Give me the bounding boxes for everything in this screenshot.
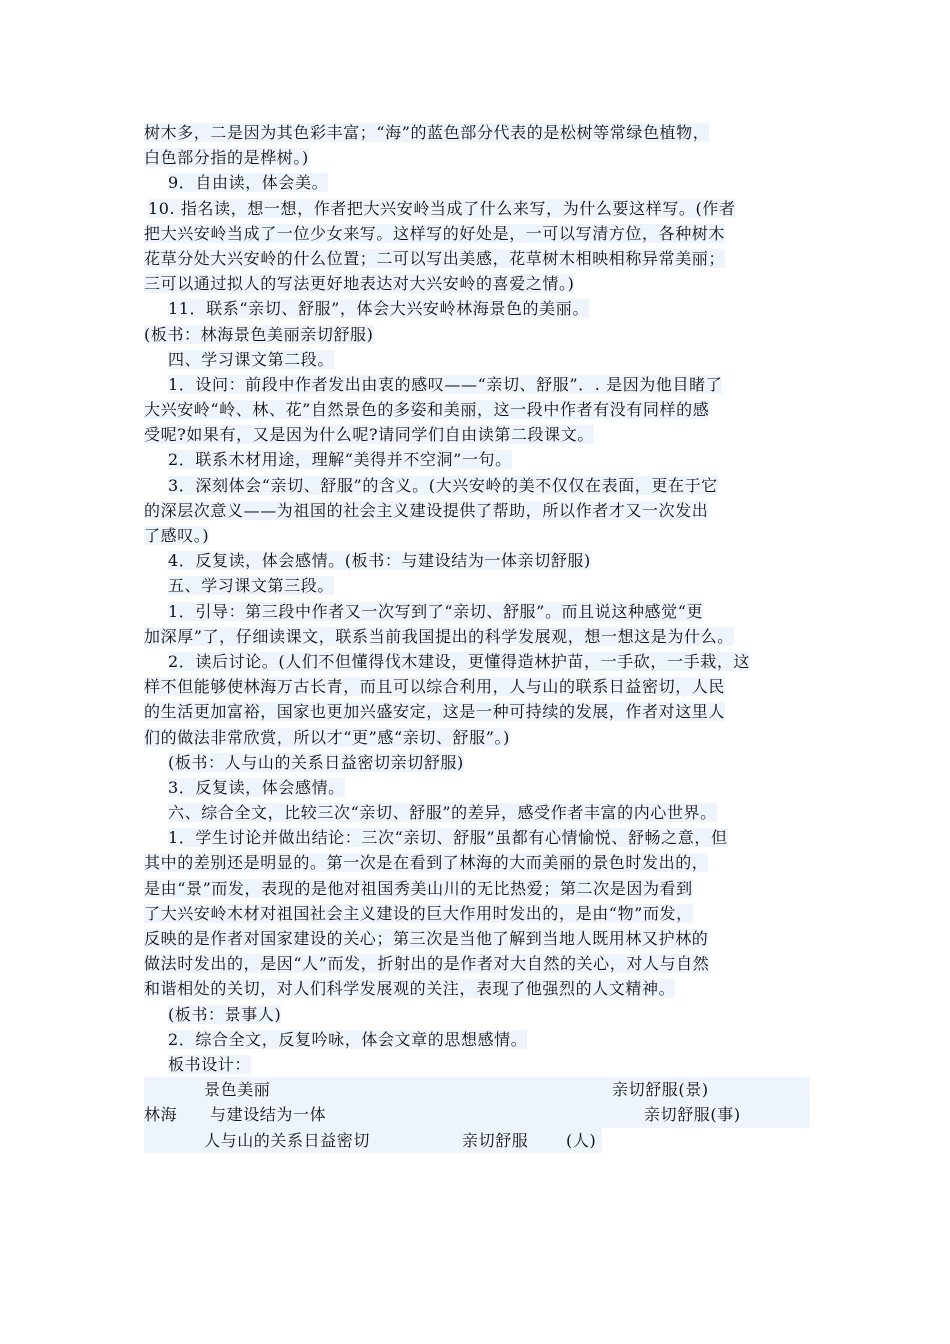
text-line [144,271,810,296]
text-line [144,120,810,145]
text-line-content: 10. 指名读，想一想，作者把大兴安岭当成了什么来写，为什么要这样写。(作者 [148,198,736,218]
text-line [144,775,810,800]
text-line-content: 和谐相处的关切，对人们科学发展观的关注，表现了他强烈的人文精神。 [144,979,676,999]
text-line-content: 反映的是作者对国家建设的关心；第三次是当他了解到当地人既用林又护林的 [144,929,709,948]
text-line [144,976,810,1001]
text-line-content: (板书：林海景色美丽亲切舒服) [144,324,374,344]
document-body [144,120,810,1077]
text-line-content: 把大兴安岭当成了一位少女来写。这样写的好处是，一可以写清方位，各种树木 [144,223,726,243]
text-line [144,951,810,976]
text-line [144,926,810,951]
text-line [144,498,810,523]
text-line-content: 们的做法非常欣赏，所以才“更”感“亲切、舒服”。) [144,727,510,747]
text-line [144,1052,810,1077]
text-line-content: (板书：人与山的关系日益密切亲切舒服) [168,752,464,772]
text-line [144,246,810,271]
text-line-content: 的深层次意义——为祖国的社会主义建设提供了帮助，所以作者才又一次发出 [144,500,709,520]
document-page [144,120,810,1153]
text-line [144,573,810,598]
text-line-content: 受呢?如果有，又是因为什么呢?请同学们自由读第二段课文。 [144,425,594,445]
text-line [144,145,810,170]
text-line [144,170,810,195]
text-line [144,221,810,246]
text-line-content: 3．深刻体会“亲切、舒服”的含义。(大兴安岭的美不仅仅在表面，更在于它 [168,475,718,495]
text-line-content: 2．读后讨论。(人们不但懂得伐木建设，更懂得造林护苗，一手砍，一手栽，这 [168,651,751,671]
board-row-3-mid: 亲切舒服 [462,1130,529,1150]
text-line [144,1002,810,1027]
text-line-content: (板书：景事人) [168,1004,282,1024]
text-line-content: 是由“景”而发，表现的是他对祖国秀美山川的无比热爱；第二次是因为看到 [144,878,693,898]
text-line-content: 3．反复读，体会感情。 [168,777,345,797]
text-line-content: 三可以通过拟人的写法更好地表达对大兴安岭的喜爱之情。) [144,274,575,294]
text-line-content: 1．引导：第三段中作者又一次写到了“亲切、舒服”。而且说这种感觉“更 [168,601,704,621]
text-line [144,397,810,422]
text-line [144,649,810,674]
text-line-content: 9．自由读，体会美。 [168,173,329,193]
text-line-content: 4．反复读，体会感情。(板书：与建设结为一体亲切舒服) [168,551,591,571]
board-row-1-left: 景色美丽 [204,1080,271,1100]
board-row-3-left: 人与山的关系日益密切 [204,1130,371,1150]
text-line-content: 2．联系木材用途，理解“美得并不空洞”一句。 [168,450,512,470]
text-line-content: 了感叹。) [144,526,210,545]
text-line-content: 样不但能够使林海万古长青，而且可以综合利用，人与山的联系日益密切，人民 [144,677,726,697]
text-line-content: 了大兴安岭木材对祖国社会主义建设的巨大作用时发出的，是由“物”而发， [144,903,693,923]
text-line-content: 板书设计： [168,1054,252,1074]
board-row-3-right: (人) [566,1130,597,1150]
text-line [144,825,810,850]
text-line [144,447,810,472]
text-line [144,674,810,699]
board-row-1-right: 亲切舒服(景) [612,1080,709,1100]
text-line-content: 树木多，二是因为其色彩丰富；“海”的蓝色部分代表的是松树等常绿色植物， [144,123,710,142]
text-line-content: 的生活更加富裕，国家也更加兴盛安定，这是一种可持续的发展，作者对这里人 [144,702,726,722]
board-row-2 [144,1102,810,1127]
text-line-content: 1．学生讨论并做出结论：三次“亲切、舒服”虽都有心情愉悦、舒畅之意，但 [168,828,728,848]
text-line-content: 四、学习课文第二段。 [168,349,335,369]
text-line [144,599,810,624]
text-line [144,699,810,724]
text-line-content: 做法时发出的，是因“人”而发，折射出的是作者对大自然的关心，对人与自然 [144,954,710,974]
board-row-1 [144,1077,810,1102]
text-line-content: 六、综合全文，比较三次“亲切、舒服”的差异，感受作者丰富的内心世界。 [168,803,717,823]
board-row-3 [144,1128,602,1153]
text-line [144,196,810,221]
text-line [144,548,810,573]
text-line [144,624,810,649]
text-line [144,725,810,750]
board-row-2-head: 林海 [144,1105,178,1125]
text-line [144,347,810,372]
text-line-content: 2．综合全文，反复吟咏，体会文章的思想感情。 [168,1029,528,1049]
text-line-content: 大兴安岭“岭、林、花”自然景色的多姿和美丽，这一段中作者有没有同样的感 [144,400,710,420]
text-line [144,372,810,397]
text-line-content: 白色部分指的是桦树。) [144,148,309,168]
text-line-content: 加深厚”了，仔细读课文，联系当前我国提出的科学发展观，想一想这是为什么。 [144,626,734,646]
board-row-2-right: 亲切舒服(事) [644,1105,741,1125]
text-line [144,800,810,825]
text-line [144,296,810,321]
text-line-content: 花草分处大兴安岭的什么位置；二可以写出美感，花草树木相映相称异常美丽； [144,248,726,268]
text-line-content: 1．设问：前段中作者发出由衷的感叹——“亲切、舒服”．. 是因为他目睹了 [168,374,723,394]
text-line [144,473,810,498]
text-line [144,523,810,548]
text-line [144,322,810,347]
text-line [144,901,810,926]
text-line [144,750,810,775]
text-line [144,1027,810,1052]
text-line [144,422,810,447]
board-row-2-left: 与建设结为一体 [210,1105,327,1125]
text-line [144,850,810,875]
text-line-content: 11．联系“亲切、舒服”，体会大兴安岭林海景色的美丽。 [168,299,589,319]
text-line [144,876,810,901]
text-line-content: 其中的差别还是明显的。第一次是在看到了林海的大而美丽的景色时发出的， [144,853,709,873]
text-line-content: 五、学习课文第三段。 [168,576,335,596]
